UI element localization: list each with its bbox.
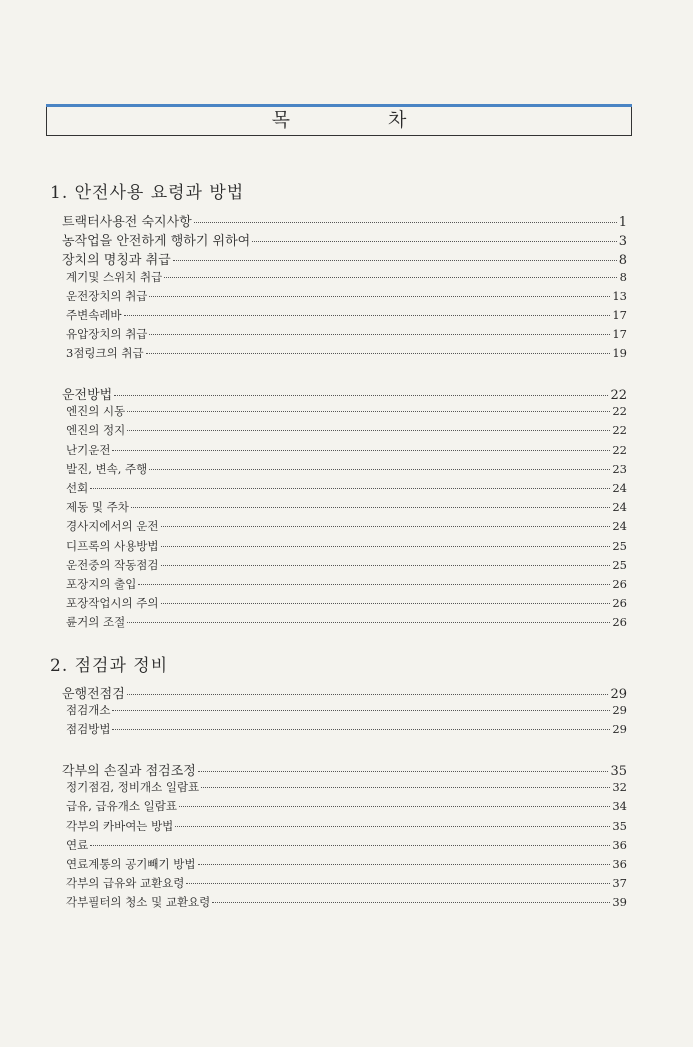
toc-entry-label: 계기및 스위치 취급 [66,269,163,284]
toc-entry-page: 25 [612,557,627,572]
toc-entry-label: 연료 [66,837,89,852]
toc-entry-page: 17 [612,308,627,322]
dot-leader [149,296,610,297]
toc-entry-page: 29 [610,687,627,702]
toc-entry-label: 정기점검, 정비개소 일람표 [66,780,200,795]
toc-entry-label: 각부필터의 청소 및 교환요령 [66,895,211,910]
toc-entry[interactable] [66,721,627,737]
toc-entry-label: 디프록의 사용방법 [66,538,159,553]
dot-leader [173,260,617,261]
dot-leader [201,787,610,788]
toc-entry-page: 26 [612,577,627,591]
toc-entry-page: 8 [618,253,627,269]
dot-leader [198,771,609,772]
toc-entry[interactable] [66,894,627,910]
toc-entry-label: 유압장치의 취급 [66,327,148,342]
toc-entry-label: 운행전점검 [62,687,125,702]
toc-entry-page: 24 [612,500,627,515]
toc-entry[interactable] [66,595,627,611]
dot-leader [131,507,611,508]
toc-entry[interactable] [62,384,627,403]
toc-entry-page: 37 [612,876,627,891]
toc-entry[interactable] [62,760,627,779]
toc-entry-page: 13 [612,288,627,303]
toc-entry-page: 22 [610,388,627,403]
toc-entry-label: 각부의 손질과 점검조정 [62,764,196,779]
toc-entry-page: 3 [618,234,627,250]
toc-entry-page: 36 [612,857,627,871]
toc-entry[interactable] [66,288,627,304]
dot-leader [127,622,610,623]
toc-entry[interactable] [66,614,627,630]
section-heading: 2. 점검과 정비 [50,656,169,676]
dot-leader [112,729,610,730]
toc-entry[interactable] [66,557,627,573]
dot-leader [149,334,610,335]
toc-entry-page: 32 [612,780,627,795]
toc-entry-label: 경사지에서의 운전 [66,519,159,534]
toc-entry-label: 장치의 명칭과 취급 [62,253,171,269]
toc-entry-page: 8 [619,269,627,284]
toc-entry-label: 발진, 변속, 주행 [66,461,148,476]
toc-entry[interactable] [66,422,627,438]
toc-entry[interactable] [62,230,627,249]
dot-leader [127,430,610,431]
toc-entry-label: 제동 및 주차 [66,500,129,515]
toc-entry-page: 17 [612,327,627,342]
dot-leader [127,694,609,695]
toc-entry-page: 34 [612,799,627,814]
toc-entry[interactable] [66,326,627,342]
toc-entry-label: 운전중의 작동점검 [66,557,159,572]
dot-leader [164,277,617,278]
toc-entry[interactable] [66,518,627,534]
toc-entry[interactable] [66,779,627,795]
toc-entry-label: 주변속레바 [66,308,122,322]
dot-leader [212,902,610,903]
toc-entry-page: 19 [612,346,627,361]
toc-entry-label: 선회 [66,481,89,495]
toc-entry-page: 29 [612,703,627,718]
toc-entry[interactable] [62,211,627,230]
toc-entry[interactable] [66,538,627,554]
toc-entry[interactable] [66,480,627,496]
toc-entry-label: 엔진의 시동 [66,404,126,419]
toc-entry-label: 운전장치의 취급 [66,288,148,303]
toc-entry-label: 륜거의 조절 [66,615,126,630]
toc-entry[interactable] [66,461,627,477]
toc-entry-page: 36 [612,837,627,852]
dot-leader [112,450,610,451]
dot-leader [175,826,610,827]
toc-entry-label: 점검개소 [66,703,111,718]
dot-leader [161,546,611,547]
toc-entry-label: 급유, 급유개소 일람표 [66,799,177,814]
toc-entry-label: 트랙터사용전 숙지사항 [62,215,192,230]
toc-entry[interactable] [66,403,627,419]
toc-entry-page: 39 [612,895,627,910]
toc-entry-page: 1 [618,215,627,230]
toc-entry[interactable] [66,818,627,834]
dot-leader [198,864,611,865]
toc-entry-page: 29 [612,722,627,737]
dot-leader [138,584,610,585]
toc-entry-page: 23 [612,461,627,476]
dot-leader [161,526,611,527]
toc-entry[interactable] [66,702,627,718]
toc-entry-page: 24 [612,481,627,495]
dot-leader [161,603,611,604]
toc-entry-label: 농작업을 안전하게 행하기 위하여 [62,234,251,250]
toc-entry[interactable] [66,499,627,515]
toc-entry[interactable] [66,798,627,814]
toc-title: 목 차 [46,106,632,136]
toc-entry[interactable] [62,249,627,268]
dot-leader [112,710,610,711]
toc-entry[interactable] [66,345,627,361]
toc-entry-label: 3점링크의 취급 [66,346,144,361]
toc-entry[interactable] [66,442,627,458]
toc-entry[interactable] [66,875,627,891]
toc-entry-label: 엔진의 정지 [66,423,126,438]
toc-entry-page: 22 [612,442,627,457]
dot-leader [127,411,610,412]
toc-entry-label: 운전방법 [62,388,113,403]
toc-entry-label: 점검방법 [66,722,111,737]
toc-entry[interactable] [66,307,627,323]
dot-leader [124,315,611,316]
toc-entry-page: 22 [612,404,627,419]
dot-leader [90,845,610,846]
toc-entry[interactable] [66,837,627,853]
toc-entry-label: 각부의 급유와 교환요령 [66,876,185,891]
toc-entry-label: 포장작업시의 주의 [66,596,159,611]
toc-entry[interactable] [66,576,627,592]
dot-leader [252,241,617,242]
dot-leader [146,353,611,354]
toc-entry-label: 연료계통의 공기빼기 방법 [66,857,196,871]
section-heading: 1. 안전사용 요령과 방법 [50,183,245,203]
dot-leader [194,222,617,223]
dot-leader [161,565,611,566]
dot-leader [149,469,610,470]
dot-leader [186,883,610,884]
dot-leader [114,395,608,396]
dot-leader [179,806,610,807]
toc-entry[interactable] [66,269,627,285]
toc-entry-page: 22 [612,423,627,438]
toc-entry[interactable] [66,856,627,872]
toc-entry-label: 포장지의 출입 [66,577,137,591]
toc-entry-page: 24 [612,519,627,534]
toc-entry-page: 25 [612,538,627,553]
dot-leader [90,488,610,489]
toc-entry-page: 26 [612,596,627,611]
toc-entry-label: 난기운전 [66,442,111,457]
toc-entry-label: 각부의 카바여는 방법 [66,818,174,833]
toc-entry-page: 35 [610,764,627,779]
toc-entry[interactable] [62,683,627,702]
toc-entry-page: 26 [612,615,627,630]
toc-entry-page: 35 [612,818,627,833]
